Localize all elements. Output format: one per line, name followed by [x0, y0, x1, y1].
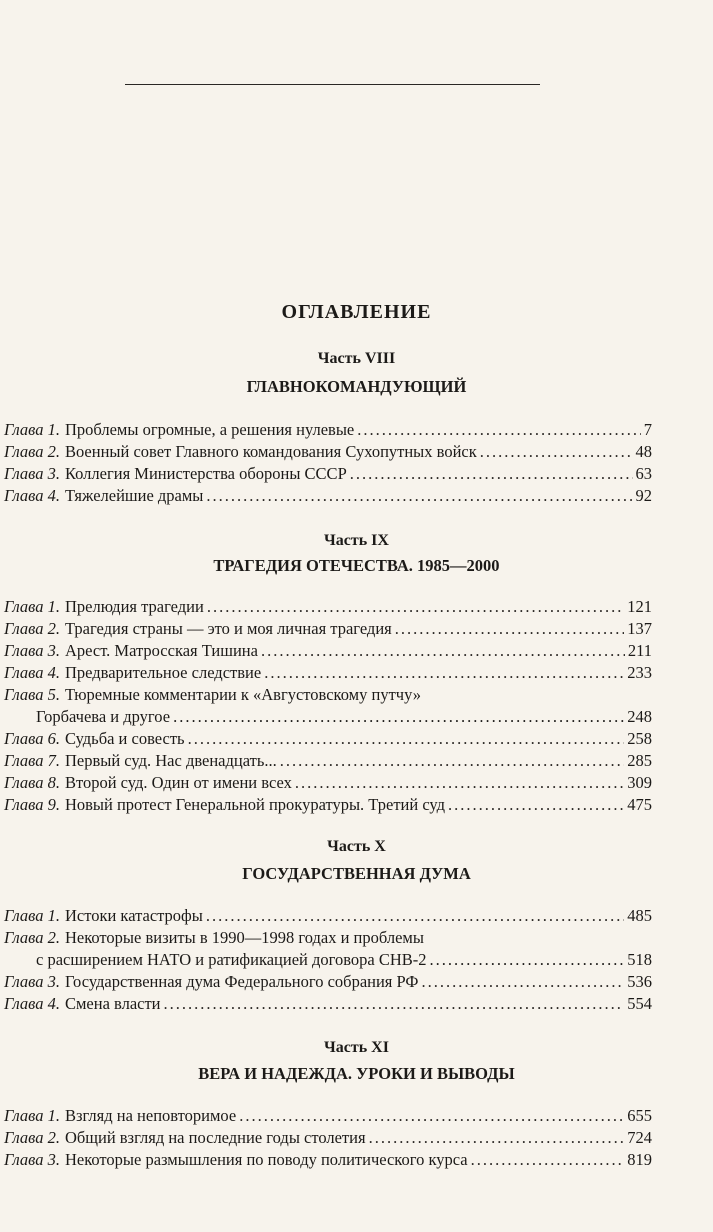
dot-leader: [261, 641, 625, 661]
part-title: ГОСУДАРСТВЕННАЯ ДУМА: [242, 864, 471, 883]
page-number: 258: [627, 729, 652, 748]
chapter-title: Взгляд на неповторимое: [64, 1106, 237, 1125]
toc-entry[interactable]: [4, 906, 652, 928]
page-number: 248: [627, 707, 652, 726]
toc-entry[interactable]: [4, 464, 652, 486]
toc-entry[interactable]: [4, 994, 652, 1016]
dot-leader: [357, 420, 640, 440]
part-heading: Часть IX: [324, 532, 389, 549]
chapter-label: Глава 7.: [4, 751, 60, 770]
chapter-label: Глава 1.: [4, 420, 60, 439]
part-title: ГЛАВНОКОМАНДУЮЩИЙ: [246, 377, 467, 396]
chapter-label: Глава 4.: [4, 663, 60, 682]
toc-entry-first-line[interactable]: [4, 928, 652, 950]
toc-entry[interactable]: [4, 1128, 652, 1150]
chapter-title: Общий взгляд на последние годы столетия: [64, 1128, 366, 1147]
part-heading: Часть VIII: [317, 350, 396, 367]
page-number: 475: [627, 795, 652, 814]
chapter-title: Некоторые размышления по поводу политического курса: [64, 1150, 468, 1169]
chapter-title: Истоки катастрофы: [64, 906, 203, 925]
chapter-label: Глава 2.: [4, 928, 60, 947]
chapter-title: Судьба и совесть: [64, 729, 185, 748]
toc-entry-continuation[interactable]: [36, 707, 652, 729]
chapter-title-continued: Горбачева и другое: [36, 707, 171, 726]
dot-leader: [173, 707, 624, 727]
page-number: 7: [643, 420, 652, 439]
toc-entry[interactable]: [4, 597, 652, 619]
dot-leader: [164, 994, 625, 1014]
dot-leader: [369, 1128, 625, 1148]
chapter-title: Государственная дума Федерального собрания РФ: [64, 972, 419, 991]
toc-entry[interactable]: [4, 773, 652, 795]
chapter-title: Трагедия страны — это и моя личная трагедия: [64, 619, 392, 638]
dot-leader: [480, 442, 633, 462]
dot-leader: [448, 795, 624, 815]
page-number: 724: [627, 1128, 652, 1147]
page-number: 285: [627, 751, 652, 770]
chapter-title: Второй суд. Один от имени всех: [64, 773, 292, 792]
part-heading: Часть XI: [324, 1039, 389, 1056]
chapter-title: Новый протест Генеральной прокуратуры. Третий суд: [64, 795, 446, 814]
chapter-label: Глава 9.: [4, 795, 60, 814]
chapter-label: Глава 4.: [4, 486, 60, 505]
page-number: 121: [627, 597, 652, 616]
chapter-label: Глава 3.: [4, 972, 60, 991]
dot-leader: [206, 486, 632, 506]
toc-entry[interactable]: [4, 420, 652, 442]
toc-entry[interactable]: [4, 641, 652, 663]
top-rule: [125, 84, 540, 85]
dot-leader: [239, 1106, 624, 1126]
page-number: 92: [635, 486, 652, 505]
part-title: ТРАГЕДИЯ ОТЕЧЕСТВА. 1985—2000: [213, 556, 500, 575]
page-number: 63: [635, 464, 652, 483]
chapter-label: Глава 2.: [4, 1128, 60, 1147]
page-number: 518: [627, 950, 652, 969]
chapter-title: Арест. Матросская Тишина: [64, 641, 258, 660]
dot-leader: [295, 773, 624, 793]
chapter-title: Первый суд. Нас двенадцать...: [64, 751, 277, 770]
chapter-label: Глава 1.: [4, 1106, 60, 1125]
part-heading: Часть X: [327, 838, 386, 855]
chapter-title: Коллегия Министерства обороны СССР: [64, 464, 347, 483]
dot-leader: [280, 751, 625, 771]
page-number: 48: [635, 442, 652, 461]
dot-leader: [188, 729, 625, 749]
chapter-title: Предварительное следствие: [64, 663, 262, 682]
chapter-title: Тяжелейшие драмы: [64, 486, 204, 505]
chapter-label: Глава 2.: [4, 619, 60, 638]
page-number: 554: [627, 994, 652, 1013]
dot-leader: [264, 663, 624, 683]
toc-entry[interactable]: [4, 486, 652, 508]
page-number: 211: [627, 641, 652, 660]
dot-leader: [471, 1150, 625, 1170]
chapter-title: Смена власти: [64, 994, 161, 1013]
chapter-label: Глава 3.: [4, 641, 60, 660]
chapter-title: Тюремные комментарии к «Августовскому путчу»: [64, 685, 421, 704]
chapter-label: Глава 4.: [4, 994, 60, 1013]
page-number: 233: [627, 663, 652, 682]
toc-entry[interactable]: [4, 1150, 652, 1172]
chapter-title: Некоторые визиты в 1990—1998 годах и проблемы: [64, 928, 424, 947]
dot-leader: [421, 972, 624, 992]
toc-entry[interactable]: [4, 751, 652, 773]
chapter-label: Глава 3.: [4, 464, 60, 483]
dot-leader: [430, 950, 625, 970]
dot-leader: [206, 906, 624, 926]
toc-entry[interactable]: [4, 663, 652, 685]
page-number: 137: [627, 619, 652, 638]
chapter-label: Глава 3.: [4, 1150, 60, 1169]
toc-entry[interactable]: [4, 795, 652, 817]
part-title: ВЕРА И НАДЕЖДА. УРОКИ И ВЫВОДЫ: [198, 1064, 515, 1083]
dot-leader: [395, 619, 625, 639]
toc-entry-first-line[interactable]: [4, 685, 652, 707]
toc-entry[interactable]: [4, 619, 652, 641]
toc-entry[interactable]: [4, 972, 652, 994]
chapter-title-continued: с расширением НАТО и ратификацией договора СНВ-2: [36, 950, 427, 969]
dot-leader: [350, 464, 633, 484]
chapter-title: Прелюдия трагедии: [64, 597, 204, 616]
chapter-label: Глава 2.: [4, 442, 60, 461]
chapter-title: Проблемы огромные, а решения нулевые: [64, 420, 355, 439]
page-number: 536: [627, 972, 652, 991]
page-number: 309: [627, 773, 652, 792]
toc-entry[interactable]: [4, 442, 652, 464]
chapter-label: Глава 6.: [4, 729, 60, 748]
toc-entry-continuation[interactable]: [36, 950, 652, 972]
chapter-label: Глава 1.: [4, 906, 60, 925]
page-title: ОГЛАВЛЕНИЕ: [281, 301, 432, 323]
page-number: 655: [627, 1106, 652, 1125]
dot-leader: [207, 597, 624, 617]
chapter-label: Глава 1.: [4, 597, 60, 616]
toc-entry[interactable]: [4, 729, 652, 751]
page-number: 819: [627, 1150, 652, 1169]
page-number: 485: [627, 906, 652, 925]
chapter-label: Глава 8.: [4, 773, 60, 792]
chapter-title: Военный совет Главного командования Сухопутных войск: [64, 442, 477, 461]
toc-entry[interactable]: [4, 1106, 652, 1128]
chapter-label: Глава 5.: [4, 685, 60, 704]
